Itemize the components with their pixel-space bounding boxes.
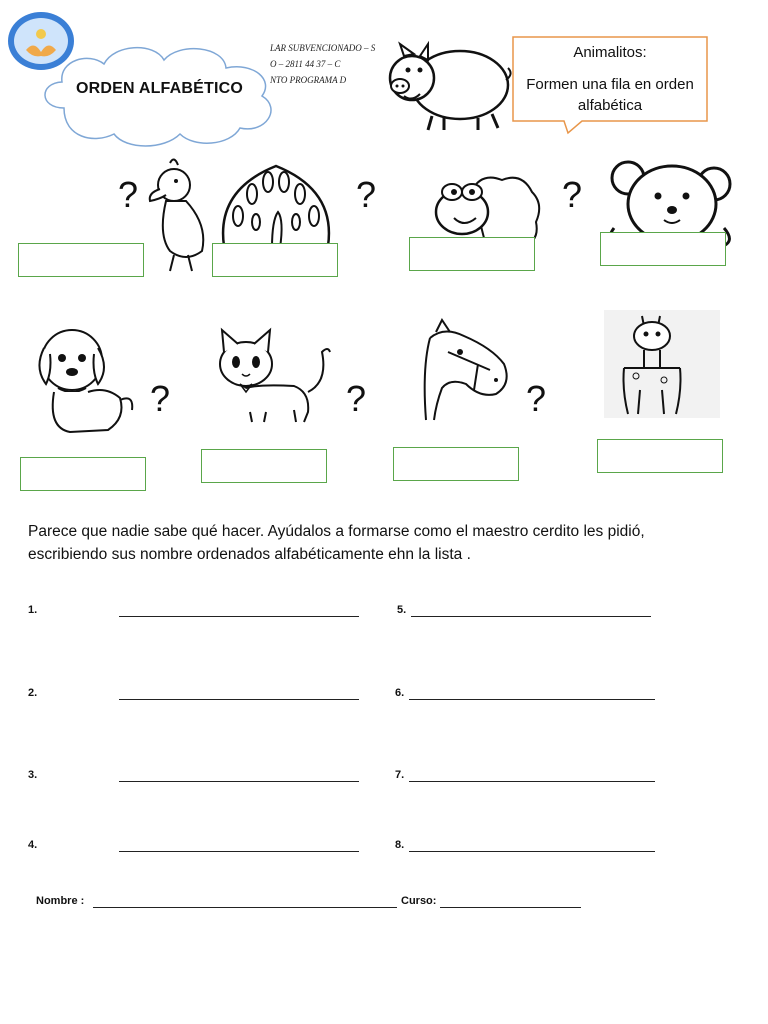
question-mark-3: ? xyxy=(562,174,583,215)
list-number-6: 6. xyxy=(395,687,405,699)
answer-line-8[interactable] xyxy=(409,851,655,852)
question-mark-4: ? xyxy=(150,378,171,419)
school-line-3: NTO PROGRAMA D xyxy=(270,75,347,85)
answer-line-3[interactable] xyxy=(119,781,359,782)
answer-box-peacock[interactable] xyxy=(212,243,338,277)
peacock-icon xyxy=(216,160,336,250)
list-number-5: 5. xyxy=(397,604,407,616)
dog-icon xyxy=(36,318,136,438)
list-number-2: 2. xyxy=(28,687,38,699)
instructions-text: Parece que nadie sabe qué hacer. Ayúdalos a formarse como el maestro cerdito les pidió, escribiendo sus nombre ordenados alfabéticamente ehn la lista . xyxy=(28,523,645,563)
question-mark-1: ? xyxy=(118,174,139,215)
name-line[interactable] xyxy=(93,907,397,908)
course-line[interactable] xyxy=(440,907,581,908)
list-number-4: 4. xyxy=(28,839,38,851)
speech-bubble-text: Formen una fila en orden alfabética xyxy=(526,76,694,114)
answer-box-duck[interactable] xyxy=(18,243,144,277)
duck-icon xyxy=(146,155,212,275)
answer-box-cat[interactable] xyxy=(201,449,327,483)
answer-line-1[interactable] xyxy=(119,616,359,617)
school-header-text xyxy=(270,40,390,88)
horse-icon xyxy=(420,318,512,422)
answer-box-bear[interactable] xyxy=(600,232,726,266)
page-title: ORDEN ALFABÉTICO xyxy=(76,80,244,97)
answer-line-2[interactable] xyxy=(119,699,359,700)
answer-box-horse[interactable] xyxy=(393,447,519,481)
question-mark-2: ? xyxy=(356,174,377,215)
course-label: Curso: xyxy=(401,895,437,907)
answer-line-6[interactable] xyxy=(409,699,655,700)
question-mark-5: ? xyxy=(346,378,367,419)
answer-line-5[interactable] xyxy=(411,616,651,617)
name-label: Nombre : xyxy=(36,895,85,907)
answer-box-sheep[interactable] xyxy=(409,237,535,271)
pig-icon xyxy=(382,30,512,135)
giraffe-icon xyxy=(604,310,720,418)
school-line-2: O – 2811 44 37 – C xyxy=(270,59,341,69)
answer-line-4[interactable] xyxy=(119,851,359,852)
answer-box-giraffe[interactable] xyxy=(597,439,723,473)
list-number-3: 3. xyxy=(28,769,38,781)
cat-icon xyxy=(210,322,334,426)
answer-line-7[interactable] xyxy=(409,781,655,782)
list-number-8: 8. xyxy=(395,839,405,851)
question-mark-6: ? xyxy=(526,378,547,419)
answer-box-dog[interactable] xyxy=(20,457,146,491)
speech-bubble-title: Animalitos: xyxy=(573,44,647,61)
list-number-1: 1. xyxy=(28,604,38,616)
list-number-7: 7. xyxy=(395,769,405,781)
school-line-1: LAR SUBVENCIONADO – S xyxy=(270,43,376,53)
